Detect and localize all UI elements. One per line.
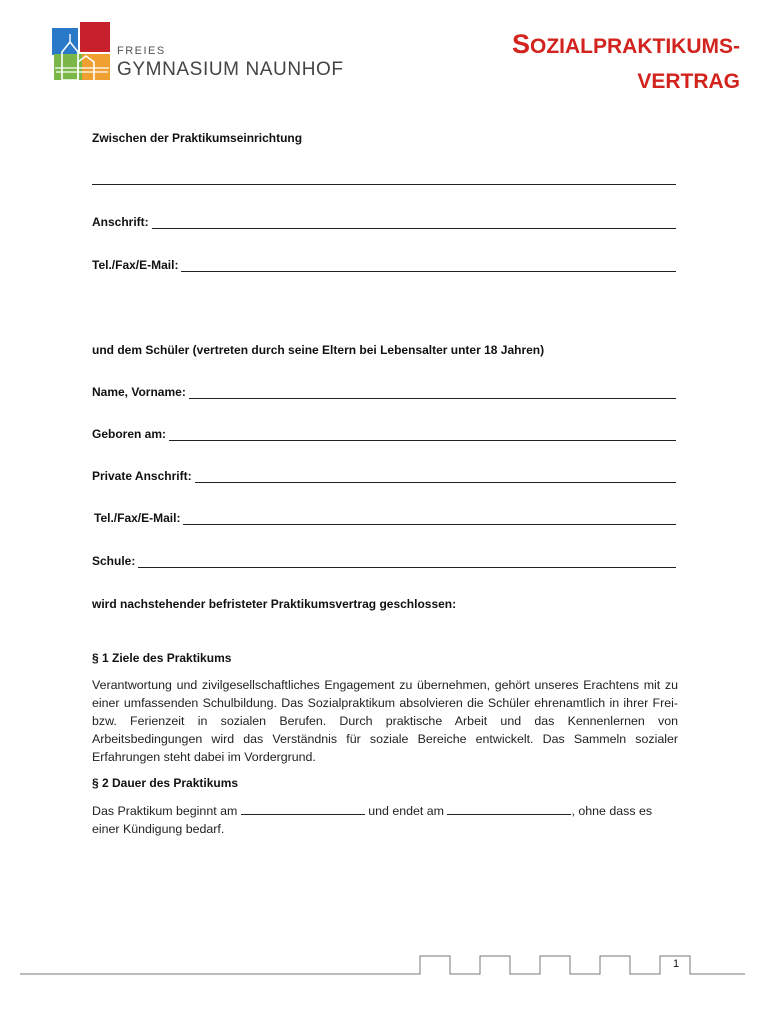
school-crest-icon: [52, 22, 114, 82]
section-2-heading: § 2 Dauer des Praktikums: [92, 776, 239, 790]
and-student-heading: und dem Schüler (vertreten durch seine Eltern bei Lebensalter unter 18 Jahren): [92, 343, 545, 357]
born-line[interactable]: [169, 429, 676, 441]
end-date-line[interactable]: [447, 803, 571, 815]
address-label: Anschrift:: [92, 215, 149, 229]
address-line[interactable]: [152, 217, 676, 229]
student-contact-field[interactable]: [94, 511, 676, 525]
logo-line1: FREIES: [117, 45, 166, 57]
name-label: Name, Vorname:: [92, 385, 186, 399]
title-line-2: VERTRAG: [637, 69, 740, 93]
section-2-text-a: Das Praktikum beginnt am: [92, 804, 238, 818]
contract-concluded-text: wird nachstehender befristeter Praktikumsvertrag geschlossen:: [92, 597, 457, 611]
section-1-text: Verantwortung und zivilgesellschaftliches Engagement zu übernehmen, gehört unseres Erachtens mit zu einer umfassenden Schulbildung. Das Sozialpraktikum absolvieren die Schüler ehrenamtlich in ihrer Frei- bzw. Ferienzeit in sozialen Berufen. Durch praktische Arbeit und das Kennenlernen von Arbeitsbedingungen wird das Verständnis für soziale Bereiche entwickelt. Das Sammeln sozialer Erfahrungen steht dabei im Vordergrund.: [92, 678, 678, 764]
logo-wordmark: [117, 46, 344, 79]
school-label: Schule:: [92, 554, 136, 568]
student-contact-label: Tel./Fax/E-Mail:: [94, 511, 181, 525]
student-contact-line[interactable]: [183, 513, 676, 525]
born-field[interactable]: [92, 427, 676, 441]
section-2-text-b: und endet am: [368, 804, 444, 818]
born-label: Geboren am:: [92, 427, 167, 441]
start-date-line[interactable]: [241, 803, 365, 815]
institution-name-field[interactable]: [92, 173, 676, 185]
section-1-heading: § 1 Ziele des Praktikums: [92, 651, 232, 665]
private-address-line[interactable]: [195, 471, 676, 483]
school-line[interactable]: [138, 556, 676, 568]
title-rest: OZIALPRAKTIKUMS-: [530, 35, 740, 58]
contact-line[interactable]: [181, 260, 676, 272]
institution-address-field[interactable]: [92, 215, 676, 229]
contact-label: Tel./Fax/E-Mail:: [92, 258, 179, 272]
private-address-field[interactable]: [92, 469, 676, 483]
section-2-text-c: , ohne dass es einer Kündigung bedarf.: [92, 804, 653, 836]
logo-line2: GYMNASIUM NAUNHOF: [117, 59, 344, 80]
title-line-1: [512, 24, 740, 66]
between-institution-heading: Zwischen der Praktikumseinrichtung: [92, 131, 303, 145]
name-line[interactable]: [189, 387, 676, 399]
section-2-text: [92, 802, 678, 838]
document-title: [512, 24, 740, 98]
school-logo: [52, 22, 352, 82]
institution-name-line[interactable]: [92, 173, 676, 185]
school-field[interactable]: [92, 554, 676, 568]
private-address-label: Private Anschrift:: [92, 469, 192, 483]
title-initial: S: [512, 29, 531, 59]
name-field[interactable]: [92, 385, 676, 399]
footer-decoration: [0, 950, 770, 980]
page-number: 1: [673, 958, 680, 970]
institution-contact-field[interactable]: [92, 258, 676, 272]
